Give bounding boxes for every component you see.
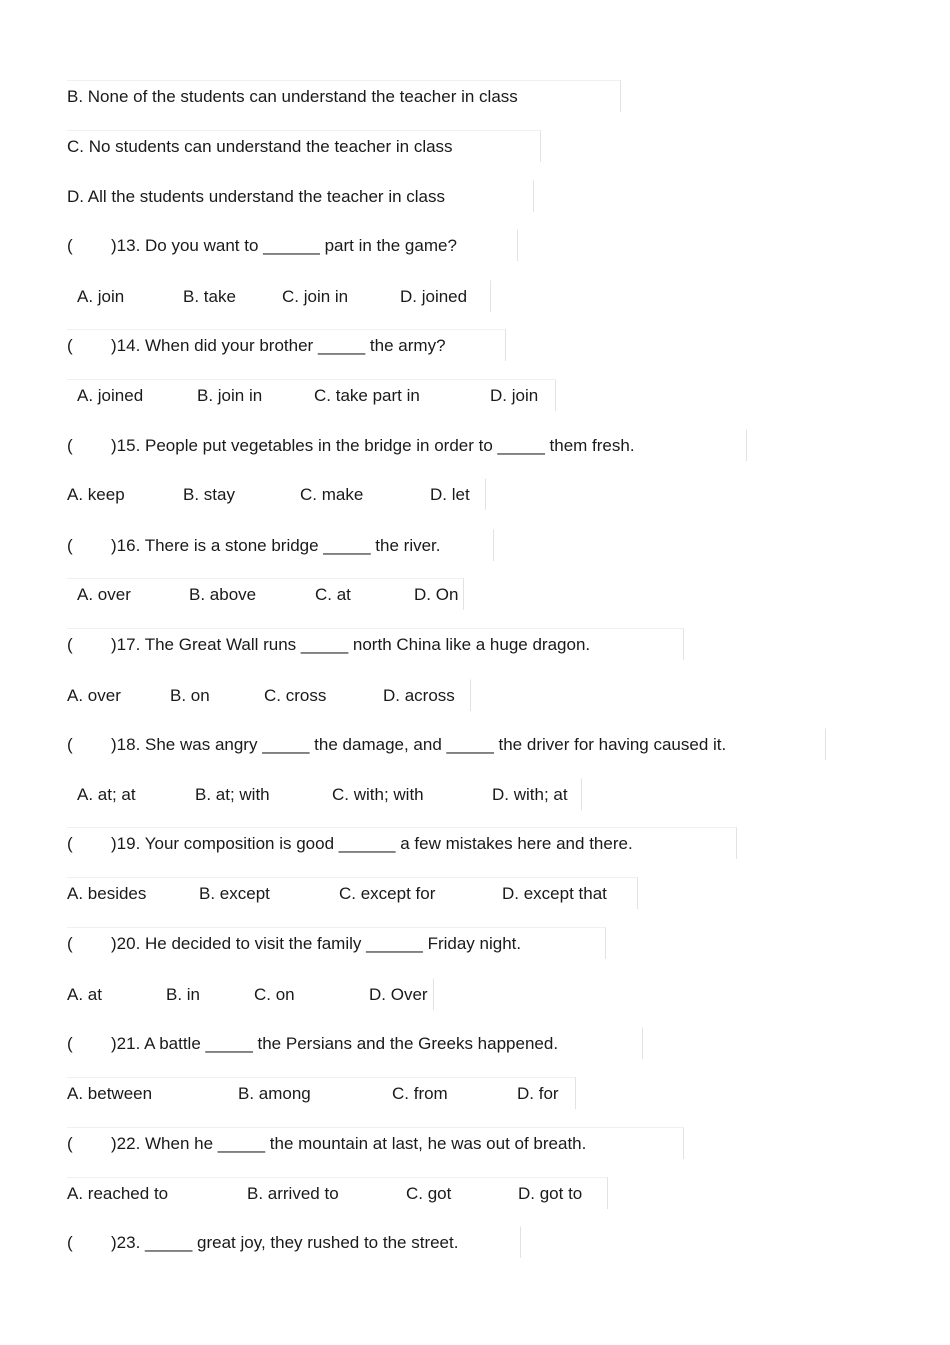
q12-option-b <box>67 80 621 112</box>
answer-blank-paren: ( <box>67 735 73 754</box>
question-stem: )13. Do you want to ______ part in the game? <box>111 236 457 255</box>
question-stem: )16. There is a stone bridge _____ the river. <box>111 536 441 555</box>
option-c: C. except for <box>339 884 436 903</box>
option-d: D. On <box>414 585 459 604</box>
option-b: B. at; with <box>195 785 270 804</box>
question-stem: )21. A battle _____ the Persians and the Greeks happened. <box>111 1034 559 1053</box>
answer-blank-paren: ( <box>67 834 73 853</box>
question-stem: )22. When he _____ the mountain at last, he was out of breath. <box>111 1134 587 1153</box>
option-a: A. at; at <box>77 785 136 804</box>
question-16-options <box>67 578 464 610</box>
question-18-options <box>67 778 582 810</box>
option-c: C. from <box>392 1084 448 1103</box>
option-c: C. cross <box>264 686 327 705</box>
answer-blank-paren: ( <box>67 436 73 455</box>
question-20 <box>67 927 606 959</box>
option-a: A. reached to <box>67 1184 169 1203</box>
question-19-options <box>67 877 638 909</box>
question-22 <box>67 1127 684 1159</box>
question-20-options <box>67 978 434 1010</box>
question-stem: )14. When did your brother _____ the army? <box>111 336 446 355</box>
option-c: C. on <box>254 985 295 1004</box>
question-22-options <box>67 1177 608 1209</box>
answer-blank-paren: ( <box>67 1134 73 1153</box>
answer-blank-paren: ( <box>67 934 73 953</box>
question-13 <box>67 229 518 261</box>
question-21 <box>67 1027 643 1059</box>
answer-blank-paren: ( <box>67 635 73 654</box>
option-c: C. make <box>300 485 364 504</box>
option-d: D. for <box>517 1084 559 1103</box>
question-stem: )18. She was angry _____ the damage, and _____ the driver for having caused it. <box>111 735 727 754</box>
question-16 <box>67 529 494 561</box>
question-14-options <box>67 379 556 411</box>
option-b: B. take <box>183 287 236 306</box>
question-15-options <box>67 478 486 510</box>
option-b: B. arrived to <box>247 1184 339 1203</box>
option-d: D. join <box>490 386 539 405</box>
option-d: D. Over <box>369 985 428 1004</box>
option-b: B. on <box>170 686 210 705</box>
question-stem: )15. People put vegetables in the bridge in order to _____ them fresh. <box>111 436 635 455</box>
option-text: B. None of the students can understand the teacher in class <box>67 87 518 106</box>
question-stem: )23. _____ great joy, they rushed to the street. <box>111 1233 459 1252</box>
option-text: C. No students can understand the teacher in class <box>67 137 453 156</box>
question-stem: )19. Your composition is good ______ a few mistakes here and there. <box>111 834 633 853</box>
option-b: B. above <box>189 585 257 604</box>
question-15 <box>67 429 747 461</box>
question-14 <box>67 329 506 361</box>
option-d: D. let <box>430 485 470 504</box>
answer-blank-paren: ( <box>67 1233 73 1252</box>
answer-blank-paren: ( <box>67 536 73 555</box>
answer-blank-paren: ( <box>67 1034 73 1053</box>
question-stem: )17. The Great Wall runs _____ north China like a huge dragon. <box>111 635 591 654</box>
answer-blank-paren: ( <box>67 336 73 355</box>
option-b: B. stay <box>183 485 235 504</box>
option-text: D. All the students understand the teacher in class <box>67 187 446 206</box>
option-d: D. joined <box>400 287 468 306</box>
option-b: B. in <box>166 985 201 1004</box>
option-a: A. besides <box>67 884 147 903</box>
option-d: D. got to <box>518 1184 583 1203</box>
option-c: C. with; with <box>332 785 424 804</box>
option-a: A. at <box>67 985 102 1004</box>
option-b: B. among <box>238 1084 311 1103</box>
option-c: C. at <box>315 585 351 604</box>
q12-option-d <box>67 180 534 212</box>
option-a: A. between <box>67 1084 153 1103</box>
option-a: A. keep <box>67 485 125 504</box>
option-d: D. across <box>383 686 455 705</box>
question-19 <box>67 827 737 859</box>
option-a: A. over <box>77 585 131 604</box>
option-c: C. join in <box>282 287 349 306</box>
option-b: B. except <box>199 884 270 903</box>
option-a: A. join <box>77 287 125 306</box>
question-21-options <box>67 1077 576 1109</box>
answer-blank-paren: ( <box>67 236 73 255</box>
question-17-options <box>67 679 471 711</box>
question-17 <box>67 628 684 660</box>
option-c: C. take part in <box>314 386 420 405</box>
question-stem: )20. He decided to visit the family ______ Friday night. <box>111 934 522 953</box>
option-d: D. with; at <box>492 785 568 804</box>
question-18 <box>67 728 826 760</box>
option-c: C. got <box>406 1184 452 1203</box>
option-a: A. joined <box>77 386 144 405</box>
question-13-options <box>67 280 491 312</box>
question-23 <box>67 1226 521 1258</box>
option-b: B. join in <box>197 386 263 405</box>
q12-option-c <box>67 130 541 162</box>
option-a: A. over <box>67 686 121 705</box>
option-d: D. except that <box>502 884 607 903</box>
